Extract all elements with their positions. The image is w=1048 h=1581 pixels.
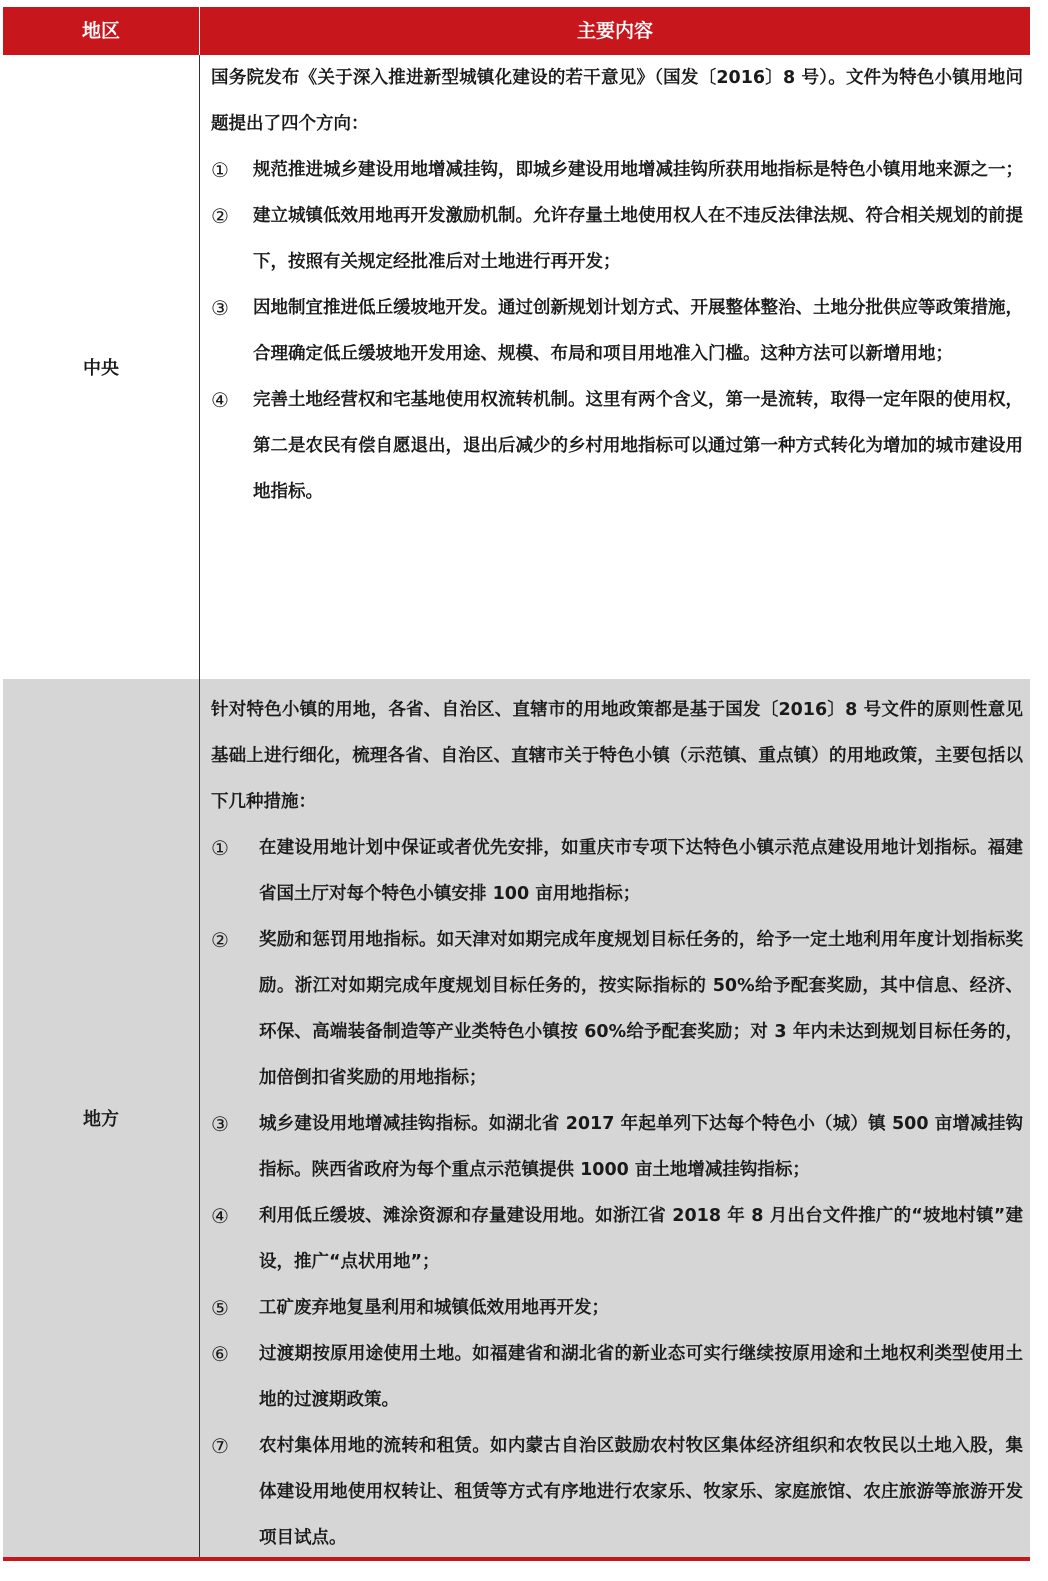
item-number: ② (211, 204, 229, 228)
item-number: ⑦ (211, 1434, 229, 1458)
item-text: 因地制宜推进低丘缓坡地开发。通过创新规划计划方式、开展整体整治、土地分批供应等政策措施，合理确定低丘缓坡地开发用途、规模、布局和项目用地准入门槛。这种方法可以新增用地； (253, 298, 1023, 364)
table-header (3, 7, 1030, 55)
central-intro: 国务院发布《关于深入推进新型城镇化建设的若干意见》（国发〔2016〕8 号）。文件为特色小镇用地问题提出了四个方向： (211, 68, 1023, 134)
item-text: 农村集体用地的流转和租赁。如内蒙古自治区鼓励农村牧区集体经济组织和农牧民以土地入股，集体建设用地使用权转让、租赁等方式有序地进行农家乐、牧家乐、家庭旅馆、农庄旅游等旅游开发项目试点。 (259, 1436, 1023, 1548)
column-divider (199, 55, 200, 679)
item-number: ③ (211, 296, 229, 320)
region-cell-local: 地方 (83, 1109, 119, 1130)
list-item (211, 825, 1023, 917)
list-item (211, 1285, 1023, 1331)
list-item (211, 285, 1023, 377)
content-cell-local (211, 687, 1023, 1561)
content-cell-central (211, 55, 1023, 515)
list-item (211, 193, 1023, 285)
header-content: 主要内容 (576, 20, 653, 42)
item-number: ① (211, 836, 229, 860)
table-bottom-rule (3, 1557, 1030, 1561)
item-text: 利用低丘缓坡、滩涂资源和存量建设用地。如浙江省 2018 年 8 月出台文件推广的“坡地村镇”建设，推广“点状用地”； (259, 1206, 1023, 1272)
item-text: 建立城镇低效用地再开发激励机制。允许存量土地使用权人在不违反法律法规、符合相关规划的前提下，按照有关规定经批准后对土地进行再开发； (253, 206, 1023, 272)
item-number: ② (211, 928, 229, 952)
local-intro: 针对特色小镇的用地，各省、自治区、直辖市的用地政策都是基于国发〔2016〕8 号文件的原则性意见基础上进行细化，梳理各省、自治区、直辖市关于特色小镇（示范镇、重点镇）的用地政策，主要包括以下几种措施： (211, 700, 1023, 812)
list-item (211, 917, 1023, 1101)
item-number: ③ (211, 1112, 229, 1136)
header-region: 地区 (81, 20, 120, 42)
list-item (211, 1331, 1023, 1423)
list-item (211, 1101, 1023, 1193)
item-text: 城乡建设用地增减挂钩指标。如湖北省 2017 年起单列下达每个特色小（城）镇 500 亩增减挂钩指标。陕西省政府为每个重点示范镇提供 1000 亩土地增减挂钩指标； (259, 1114, 1023, 1180)
item-text: 规范推进城乡建设用地增减挂钩，即城乡建设用地增减挂钩所获用地指标是特色小镇用地来源之一； (253, 160, 1023, 180)
item-number: ④ (211, 1204, 229, 1228)
list-item (211, 147, 1023, 193)
item-text: 完善土地经营权和宅基地使用权流转机制。这里有两个含义，第一是流转，取得一定年限的使用权，第二是农民有偿自愿退出，退出后减少的乡村用地指标可以通过第一种方式转化为增加的城市建设用地指标。 (253, 390, 1023, 502)
table-row-central (3, 55, 1030, 679)
column-divider (199, 679, 200, 1557)
list-item (211, 1193, 1023, 1285)
item-number: ⑤ (211, 1296, 229, 1320)
item-text: 过渡期按原用途使用土地。如福建省和湖北省的新业态可实行继续按原用途和土地权利类型使用土地的过渡期政策。 (259, 1344, 1023, 1410)
item-number: ① (211, 158, 229, 182)
item-number: ④ (211, 388, 229, 412)
list-item (211, 1423, 1023, 1561)
list-item (211, 377, 1023, 515)
region-cell-central: 中央 (83, 358, 119, 379)
item-number: ⑥ (211, 1342, 229, 1366)
item-text: 奖励和惩罚用地指标。如天津对如期完成年度规划目标任务的，给予一定土地利用年度计划指标奖励。浙江对如期完成年度规划目标任务的，按实际指标的 50%给予配套奖励，其中信息、经济、环保、高端装备制造等产业类特色小镇按 60%给予配套奖励；对 3 年内未达到规划目标任务的，加倍倒扣省奖励的用地指标； (259, 930, 1023, 1088)
table-row-local (3, 679, 1030, 1557)
item-text: 工矿废弃地复垦利用和城镇低效用地再开发； (259, 1298, 609, 1318)
item-text: 在建设用地计划中保证或者优先安排，如重庆市专项下达特色小镇示范点建设用地计划指标。福建省国土厅对每个特色小镇安排 100 亩用地指标； (259, 838, 1023, 904)
